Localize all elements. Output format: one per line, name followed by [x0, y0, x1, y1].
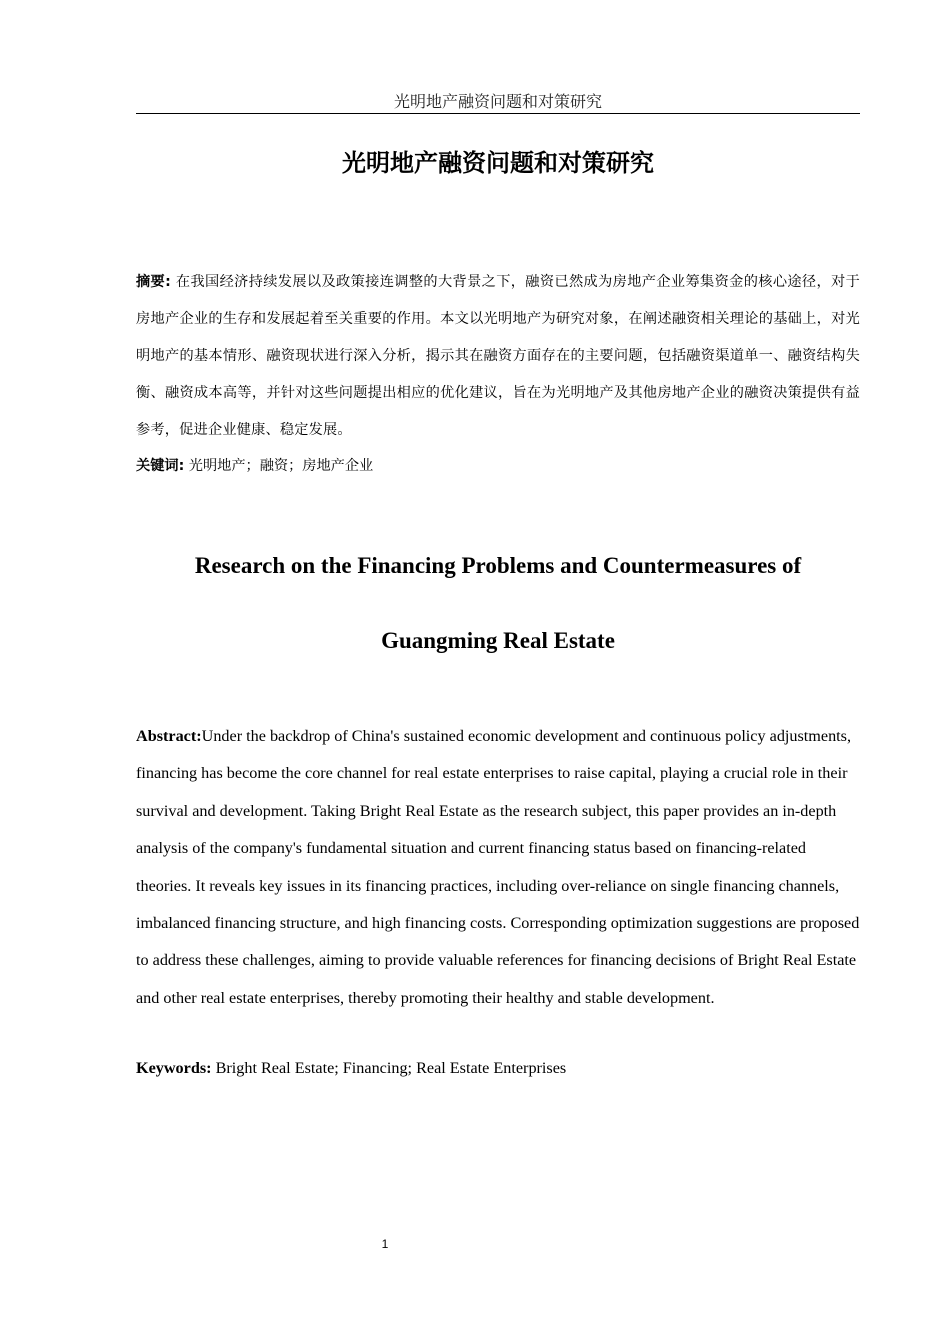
chinese-keywords-label: 关键词: [136, 458, 185, 474]
chinese-abstract-text: 在我国经济持续发展以及政策接连调整的大背景之下，融资已然成为房地产企业筹集资金的核心途径，对于房地产企业的生存和发展起着至关重要的作用。本文以光明地产为研究对象，在阐述融资相关理论的基础上，对光明地产的基本情形、融资现状进行深入分析，揭示其在融资方面存在的主要问题，包括融资渠道单一、融资结构失衡、融资成本高等，并针对这些问题提出相应的优化建议，旨在为光明地产及其他房地产企业的融资决策提供有益参考，促进企业健康、稳定发展。 [136, 274, 860, 438]
english-keywords-label: Keywords: [136, 1059, 212, 1077]
running-header-title: 光明地产融资问题和对策研究 [393, 92, 602, 111]
chinese-abstract [136, 264, 860, 449]
english-abstract-text: Under the backdrop of China's sustained economic development and continuous policy adjustments, financing has become the core channel for real estate enterprises to raise capital, playing a crucial role in their survival and development. Taking Bright Real Estate as the research subject, this paper provides an in-depth analysis of the company's fundamental situation and current financing status based on financing-related theories. It reveals key issues in its financing practices, including over-reliance on single financing channels, imbalanced financing structure, and high financing costs. Corresponding optimization suggestions are proposed to address these challenges, aiming to provide valuable references for financing decisions of Bright Real Estate and other real estate enterprises, thereby promoting their healthy and stable development. [136, 727, 860, 1007]
english-abstract [136, 718, 860, 1017]
english-title-line-2: Guangming Real Estate [381, 628, 615, 653]
english-title-line-1: Research on the Financing Problems and Countermeasures of [194, 553, 802, 578]
chinese-keywords [136, 452, 860, 480]
chinese-keywords-text: 光明地产；融资；房地产企业 [188, 458, 374, 474]
chinese-title: 光明地产融资问题和对策研究 [342, 149, 654, 177]
english-keywords [136, 1055, 860, 1081]
running-header [136, 91, 860, 114]
english-title [136, 528, 860, 678]
english-abstract-label: Abstract: [136, 727, 202, 745]
chinese-abstract-label: 摘要: [136, 274, 171, 290]
english-keywords-text: Bright Real Estate; Financing; Real Estate Enterprises [215, 1059, 567, 1077]
page-number: 1 [381, 1237, 389, 1251]
